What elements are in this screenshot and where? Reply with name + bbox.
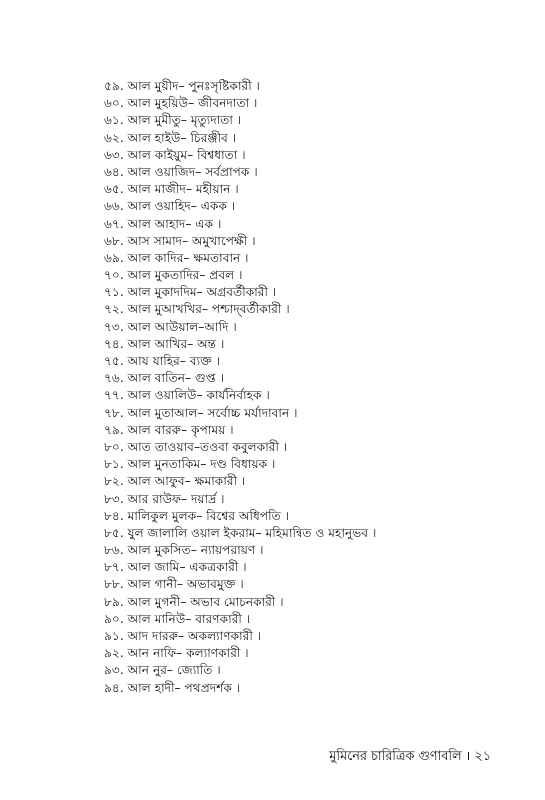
list-item: ৮৮. আল গানী– অভাবমুক্ত । [104,577,244,592]
list-item: ৯৩. আন নুর– জ্যোতি । [104,663,221,678]
list-item: ৭৭. আল ওয়ালিউ– কার্যনির্বাহক । [104,388,270,403]
list-item: ৯১. আদ দাররু– অকল্যাণকারী । [104,629,262,643]
list-item: ৭২. আল মুআখখির– পশ্চাদ্‌বর্তীকারী । [104,302,290,317]
list-item: ৬০. আল মুহয়িউ– জীবনদাতা । [104,96,258,111]
list-item: ৬৩. আল কাইয়ুম– বিশ্বধাতা । [104,147,246,162]
list-item: ৮২. আল আফুব– ক্ষমাকারী । [104,474,246,489]
list-item: ৮৩. আর রাউফ– দয়ার্দ্র । [104,491,225,506]
list-item: ৬৫. আল মাজীদ– মহীয়ান । [104,182,239,197]
list-item: ৬৪. আল ওয়াজিদ– সর্বপ্রাপক । [104,164,258,179]
list-item: ৭৮. আল মুতাআল– সর্বোচ্চ মর্যাদাবান । [104,405,298,420]
list-item: ৬৯. আল কাদির– ক্ষমতাবান । [104,250,249,265]
list-item: ৯২. আন নাফি– কল্যাণকারী । [104,646,249,661]
list-item: ৮১. আল মুনতাকিম– দণ্ড বিধায়ক । [104,457,276,472]
list-item: ৫৯. আল মুয়ীদ– পুনঃসৃষ্টিকারী । [104,79,260,93]
list-item: ৭৯. আল বাররু– কৃপাময় । [104,422,234,437]
list-item: ৬১. আল মুমীতু– মৃত্যুদাতা । [104,113,242,128]
book-title: মুমিনের চারিত্রিক গুণাবলি [329,749,462,764]
list-item: ৮৬. আল মুকসিত– ন্যায়পরায়ণ । [104,543,264,558]
list-item: ৮০. আত তাওয়াব–তওবা কবুলকারী । [104,439,288,454]
list-item: ৬৭. আল আহাদ– এক । [104,216,222,231]
list-item: ৭১. আল মুকাদদিম– অগ্রবর্তীকারী । [104,285,277,300]
list-item: ৮৯. আল মুগনী– অভাব মোচনকারী । [104,594,284,609]
list-item: ৯৪. আল হাদী– পথপ্রদর্শক । [104,680,241,695]
list-item: ৯০. আল মানিউ– বারণকারী । [104,611,251,626]
page-number: ২১ [474,749,491,764]
list-item: ৮৭. আল জামি– একত্রকারী । [104,560,247,575]
list-item: ৭৪. আল আখির– অন্ত । [104,336,225,351]
list-item: ৮৪. মালিকুল মুলক– বিশ্বের অধিপতি । [104,508,289,523]
list-item: ৬২. আল হাইউ– চিরঞ্জীব । [104,130,237,145]
list-item: ৬৬. আল ওয়াহিদ– একক । [104,199,236,214]
list-item: ৭০. আল মুকতাদির– প্রবল । [104,268,243,283]
list-item: ৮৫. যুল জালালি ওয়াল ইকরাম– মহিমান্বিত ও মহানুভব । [104,525,377,540]
list-item: ৭৩. আল আউয়াল–আদি । [104,319,237,334]
list-item: ৭৬. আল বাতিন– গুপ্ত । [104,371,225,386]
list-item: ৬৮. আস সামাদ– অমুখাপেক্ষী । [104,233,256,248]
page-footer [329,748,491,766]
footer-separator: । [465,749,471,764]
names-list [104,78,524,697]
list-item: ৭৫. আয যাহির– ব্যক্ত । [104,354,221,368]
